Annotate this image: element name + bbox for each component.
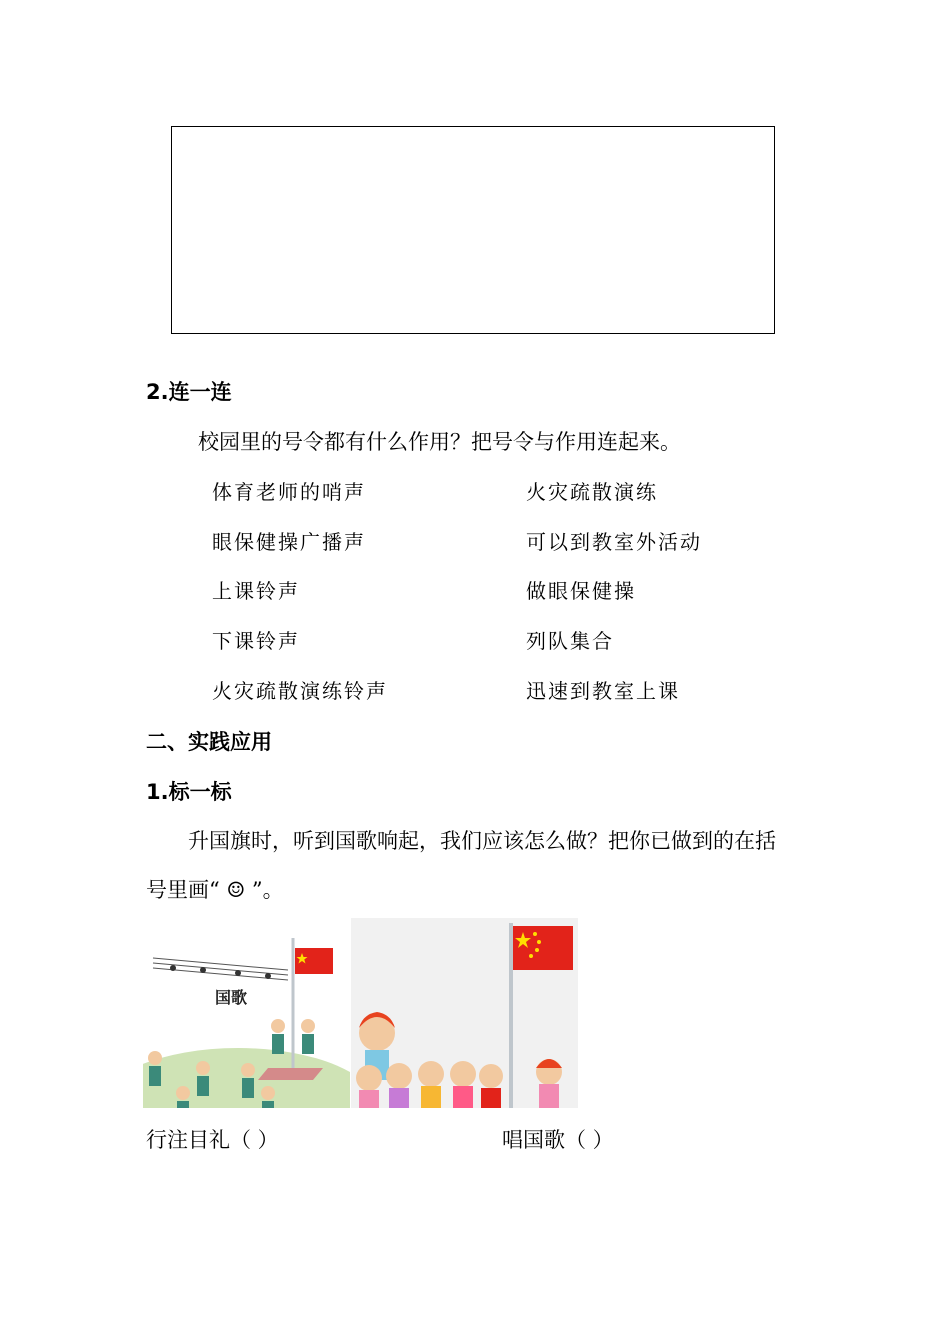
caption-sing-anthem[interactable]: 唱国歌（ ）	[502, 1128, 614, 1152]
subsection-title-mark: 1.标一标	[146, 780, 232, 804]
caption-salute[interactable]: 行注目礼（ ）	[146, 1128, 279, 1152]
right-item-5[interactable]: 迅速到教室上课	[526, 679, 680, 703]
matching-instruction: 校园里的号令都有什么作用？把号令与作用连起来。	[198, 430, 681, 454]
anthem-label: 国歌	[215, 988, 248, 1007]
right-item-3[interactable]: 做眼保健操	[526, 579, 636, 603]
answer-box[interactable]	[171, 126, 775, 334]
left-item-1[interactable]: 体育老师的哨声	[212, 480, 366, 504]
left-item-5[interactable]: 火灾疏散演练铃声	[212, 679, 388, 703]
left-item-2[interactable]: 眼保健操广播声	[212, 530, 366, 554]
right-item-4[interactable]: 列队集合	[526, 629, 614, 653]
section-title-matching: 2.连一连	[146, 380, 232, 404]
right-item-2[interactable]: 可以到教室外活动	[526, 530, 702, 554]
flag-raising-image	[143, 918, 350, 1108]
right-item-1[interactable]: 火灾疏散演练	[526, 480, 658, 504]
singing-children-image	[351, 918, 578, 1108]
left-item-3[interactable]: 上课铃声	[212, 579, 300, 603]
part-two-title: 二、实践应用	[146, 730, 272, 754]
left-item-4[interactable]: 下课铃声	[212, 629, 300, 653]
mark-instruction-line1: 升国旗时，听到国歌响起，我们应该怎么做？把你已做到的在括	[188, 829, 776, 853]
mark-instruction-line2: 号里画“ ☺ ”。	[146, 878, 284, 902]
